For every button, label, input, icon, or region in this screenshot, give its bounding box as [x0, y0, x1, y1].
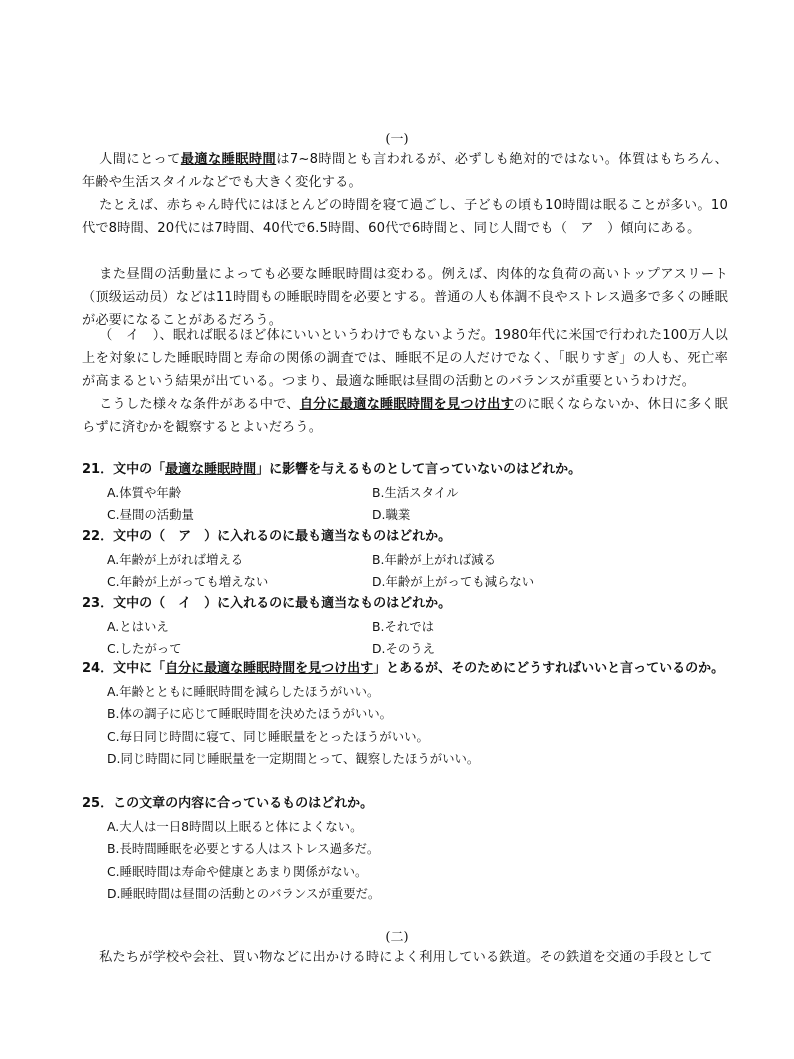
paragraph-5-text-start: こうした様々な条件がある中で、 — [99, 397, 300, 412]
underlined-phrase-find-sleep: 自分に最適な睡眠時間を見つけ出す — [299, 397, 514, 412]
question-21 — [82, 459, 732, 527]
question-22 — [82, 526, 732, 594]
q24-option-d: D.同じ時間に同じ睡眠量を一定期間とって、観察したほうがいい。 — [107, 751, 480, 766]
paragraph-5 — [82, 393, 728, 439]
q23-option-a: A.とはいえ — [107, 618, 169, 634]
paragraph-1-text-end: は7~8時間とも言われるが、必ずしも絶対的ではない。体質はもちろん、年齢や生活スタイルなどでも大きく変化する。 — [82, 152, 728, 191]
paragraph-1-text-start: 人間にとって — [99, 152, 181, 167]
q24-option-c: C.毎日同じ時間に寝て、同じ睡眠量をとったほうがいい。 — [107, 728, 429, 744]
q22-option-a: A.年齢が上がれば増える — [107, 551, 244, 567]
q25-option-b: B.長時間睡眠を必要とする人はストレス過多だ。 — [107, 841, 380, 856]
q24-text-start: 24．文中に「 — [82, 661, 166, 676]
question-21-text — [82, 459, 732, 482]
q24-underlined-phrase: 自分に最適な睡眠時間を見つけ出す — [165, 661, 374, 676]
q24-text-end: 」とあるが、そのためにどうすればいいと言っているのか。 — [373, 661, 725, 676]
q23-option-c: C.したがって — [107, 641, 182, 656]
question-23 — [82, 593, 732, 661]
q25-option-c: C.睡眠時間は寿命や健康とあまり関係がない。 — [107, 863, 368, 879]
section-2-paragraph-1: 私たちが学校や会社、買い物などに出かける時によく利用している鉄道。その鉄道を交通の手段として — [99, 950, 713, 965]
paragraph-1 — [82, 148, 728, 194]
paragraph-5-text-end: のに眠くならないか、休日に多く眠らずに済むかを観察するとよいだろう。 — [82, 397, 728, 436]
underlined-phrase-optimal-sleep: 最適な睡眠時間 — [180, 152, 277, 167]
paragraph-3: また昼間の活動量によっても必要な睡眠時間は変わる。例えば、肉体的な負荷の高いトップアスリート（顶级运动员）などは11時間もの睡眠時間を必要とする。普通の人も体調不良やストレス過多で多くの睡眠が必要になることがあるだろう。 — [82, 267, 728, 329]
q21-text-end: 」に影響を与えるものとして言っていないのはどれか。 — [256, 462, 582, 477]
section-1-title: (一) — [385, 132, 409, 147]
q21-underlined-phrase: 最適な睡眠時間 — [165, 462, 257, 477]
paragraph-4: （ イ ）、眠れば眠るほど体にいいというわけでもないようだ。1980年代に米国で行われた100万人以上を対象にした睡眠時間と寿命の関係の調査では、睡眠不足の人だけでなく、「眠りすぎ」の人も、死亡率が高まるという結果が出ている。つまり、最適な睡眠は昼間の活動とのバランスが重要というわけだ。 — [82, 328, 728, 390]
q21-option-c: C.昼間の活動量 — [107, 507, 194, 522]
question-23-text: 23．文中の（ イ ）に入れるのに最も適当なものはどれか。 — [82, 596, 452, 611]
question-24-text — [82, 658, 732, 681]
question-24 — [82, 658, 732, 771]
q24-option-a: A.年齢とともに睡眠時間を減らしたほうがいい。 — [107, 683, 380, 699]
question-25-text: 25．この文章の内容に合っているものはどれか。 — [82, 796, 374, 811]
question-25 — [82, 793, 732, 906]
q23-option-d: D.そのうえ — [372, 641, 436, 656]
q22-option-b: B.年齢が上がれば減る — [372, 551, 496, 567]
q22-option-c: C.年齢が上がっても増えない — [107, 574, 269, 589]
q21-text-start: 21．文中の「 — [82, 462, 166, 477]
q25-option-d: D.睡眠時間は昼間の活動とのバランスが重要だ。 — [107, 886, 381, 901]
q25-option-a: A.大人は一日8時間以上眠ると体によくない。 — [107, 818, 363, 834]
q22-option-d: D.年齢が上がっても減らない — [372, 574, 535, 589]
q24-option-b: B.体の調子に応じて睡眠時間を決めたほうがいい。 — [107, 706, 393, 721]
section-2-title: (二) — [385, 930, 409, 945]
question-22-text: 22．文中の（ ア ）に入れるのに最も適当なものはどれか。 — [82, 529, 452, 544]
q23-option-b: B.それでは — [372, 618, 435, 634]
q21-option-a: A.体質や年齢 — [107, 484, 182, 500]
paragraph-2: たとえば、赤ちゃん時代にはほとんどの時間を寝て過ごし、子どもの頃も10時間は眠ることが多い。10代で8時間、20代には7時間、40代で6.5時間、60代で6時間と、同じ人間でも（ ア ）傾向にある。 — [82, 198, 728, 237]
q21-option-d: D.職業 — [372, 507, 411, 522]
q21-option-b: B.生活スタイル — [372, 484, 459, 500]
